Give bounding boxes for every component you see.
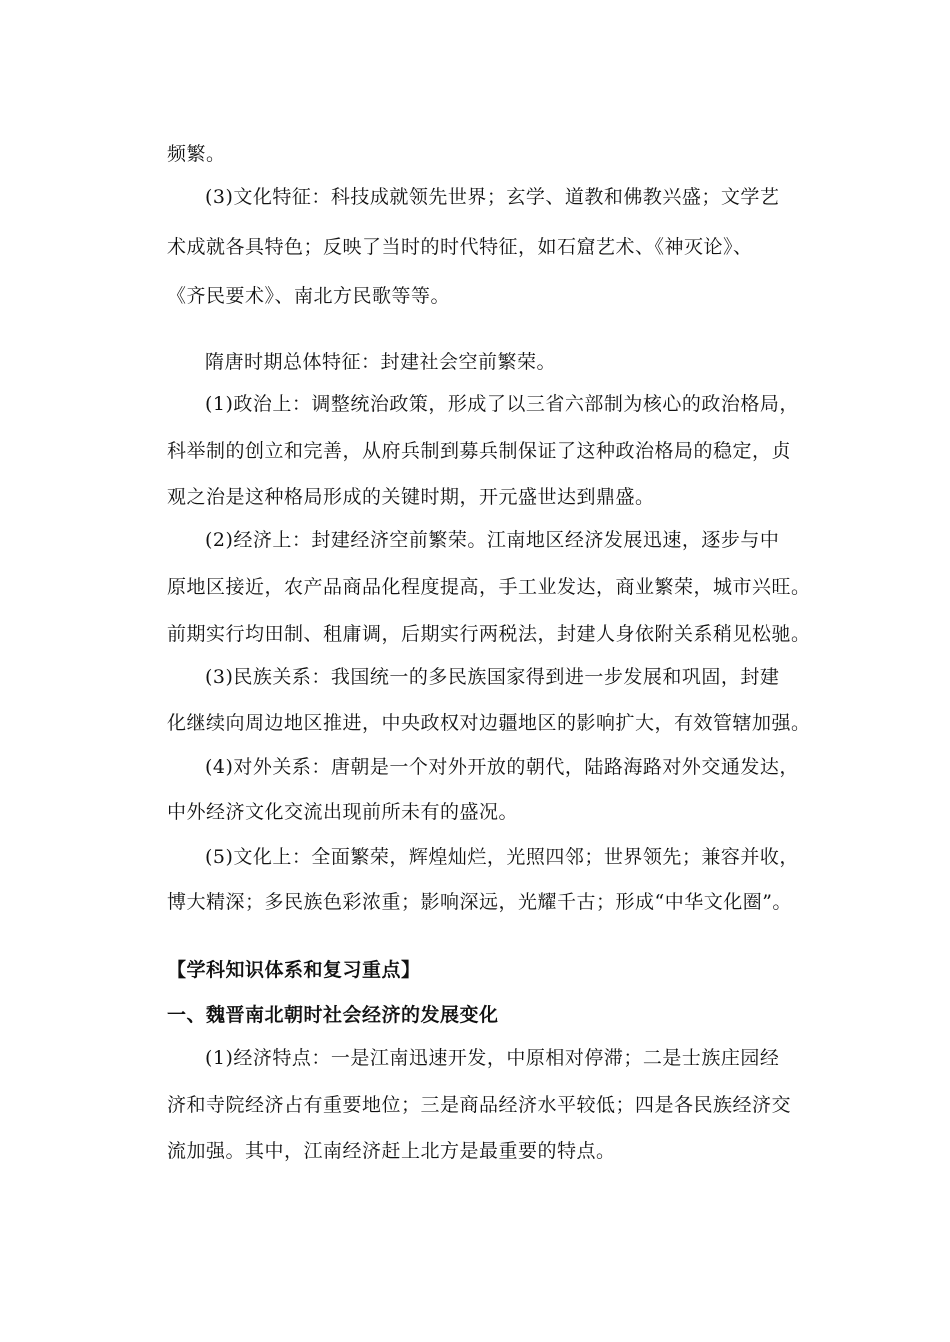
text-line: (3)民族关系：我国统一的多民族国家得到进一步发展和巩固，封建: [205, 666, 780, 688]
section-heading: 隋唐时期总体特征：封建社会空前繁荣。: [205, 351, 557, 373]
section-subtitle: 一、魏晋南北朝时社会经济的发展变化: [167, 1004, 499, 1026]
text-line: 化继续向周边地区推进，中央政权对边疆地区的影响扩大，有效管辖加强。: [167, 712, 811, 734]
text-line: 济和寺院经济占有重要地位；三是商品经济水平较低；四是各民族经济交: [167, 1094, 792, 1116]
text-line: 博大精深；多民族色彩浓重；影响深远，光耀千古；形成“中华文化圈”。: [167, 891, 792, 913]
section-title: 【学科知识体系和复习重点】: [167, 959, 421, 981]
text-line: (1)经济特点：一是江南迅速开发，中原相对停滞；二是士族庄园经: [205, 1047, 780, 1069]
text-line: (1)政治上：调整统治政策，形成了以三省六部制为核心的政治格局，: [205, 393, 799, 415]
text-line: (3)文化特征：科技成就领先世界；玄学、道教和佛教兴盛；文学艺: [205, 186, 780, 208]
text-line: 原地区接近，农产品商品化程度提高，手工业发达，商业繁荣，城市兴旺。: [167, 576, 811, 598]
text-line: 前期实行均田制、租庸调，后期实行两税法，封建人身依附关系稍见松驰。: [167, 623, 811, 645]
text-line: 《齐民要术》、南北方民歌等等。: [167, 285, 451, 307]
text-line: 流加强。其中，江南经济赶上北方是最重要的特点。: [167, 1140, 616, 1162]
text-line: 频繁。: [167, 143, 226, 165]
text-line: (2)经济上：封建经济空前繁荣。江南地区经济发展迅速，逐步与中: [205, 529, 780, 551]
text-line: (5)文化上：全面繁荣，辉煌灿烂，光照四邻；世界领先；兼容并收，: [205, 846, 799, 868]
text-line: 观之治是这种格局形成的关键时期，开元盛世达到鼎盛。: [167, 486, 655, 508]
text-line: (4)对外关系：唐朝是一个对外开放的朝代，陆路海路对外交通发达，: [205, 756, 799, 778]
text-line: 术成就各具特色；反映了当时的时代特征，如石窟艺术、《神灭论》、: [167, 236, 753, 258]
text-line: 科举制的创立和完善，从府兵制到募兵制保证了这种政治格局的稳定，贞: [167, 440, 792, 462]
text-line: 中外经济文化交流出现前所未有的盛况。: [167, 801, 519, 823]
